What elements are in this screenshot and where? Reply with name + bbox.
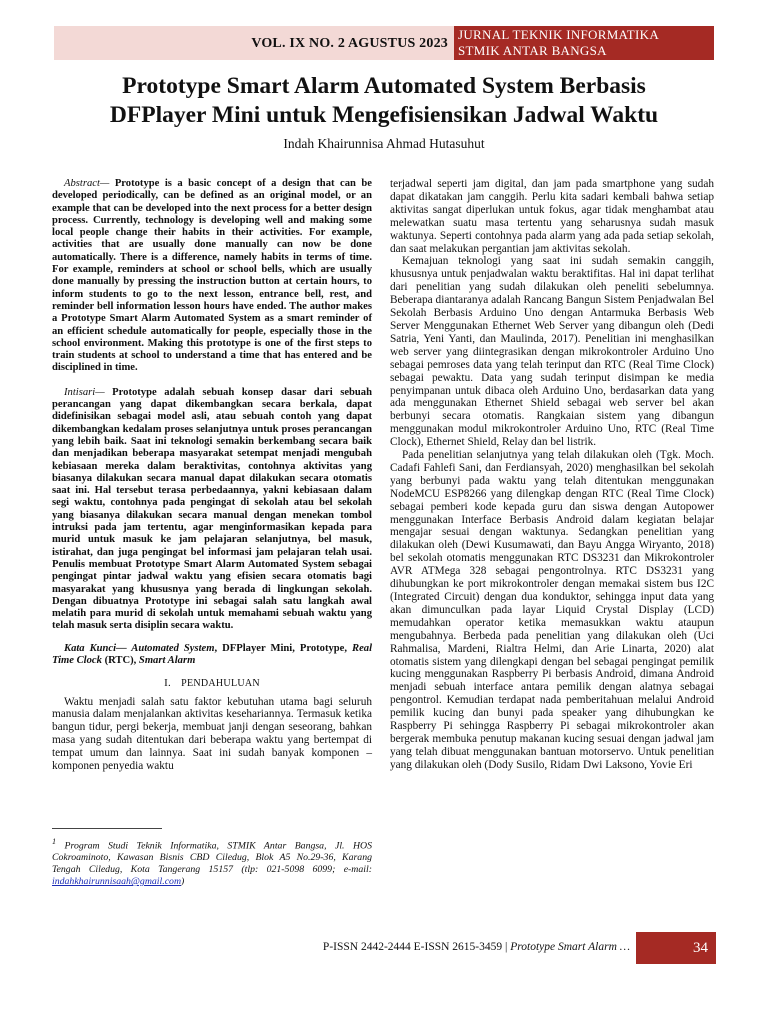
keyword-rtc-abbr: (RTC), (101, 654, 139, 666)
author-email-link[interactable]: indahkhairunnisaah@gmail.com (52, 876, 182, 888)
footnote-close: ) (181, 876, 185, 888)
intisari-paragraph (52, 387, 372, 633)
journal-name-line2: STMIK ANTAR BANGSA (458, 43, 607, 58)
keywords-lead: Kata Kunci— (64, 642, 127, 654)
footnote-text: Program Studi Teknik Informatika, STMIK Antar Bangsa, Jl. HOS Cokroaminoto, Kawasan Bisnis CBD Ciledug, Blok A5 No.29-36, Karang Tengah Ciledug, Kota Tangerang 15157 (tlp: 021-5098 6099; e-mail: (52, 840, 372, 876)
abstract-text: Prototype is a basic concept of a design that can be developed periodically, can be defined as an original model, or an example that can be developed into the next process for a better design process. Currently, technology is developing well and making some local people change their habits in their activities. For example, activities that are usually done manually can now be done automatically. There is a difference, namely habits in terms of time. For example, reminders at school or school bells, which are usually done manually by pressing the instruction button at certain hours, to inform students to go to the next lesson, entrance bell, rest, and reminder bell information lesson hours have ended. The author makes a Prototype Smart Alarm Automated System as a smart reminder of an efficient schedule automatically for people, especially those in the school environment. Making this prototype is one of the first steps to train students at school to understand a time that has entered and be disciplined in time. (52, 178, 372, 374)
title-line-2: DFPlayer Mini untuk Mengefisiensikan Jadwal Waktu (109, 102, 659, 128)
intisari-lead: Intisari— (64, 386, 105, 398)
page-number: 34 (636, 932, 716, 964)
footnote (52, 836, 372, 888)
running-title: Prototype Smart Alarm … (510, 941, 630, 953)
intisari (52, 387, 372, 633)
keywords (52, 643, 372, 668)
body-paragraph-1: terjadwal seperti jam digital, dan jam pada smartphone yang sudah dapat dikatakan jam canggih. Perlu kita sadari kembali bahwa setiap aktivitas sangat diperlukan untuk fokus, agar tidak menghambat atau melewatkan suatu masa tertentu yang seharusnya sudah masuk waktunya. Seperti contohnya pada alarm yang ada pada setiap sekolah, dan saat melakukan pergantian jam aktivitas sekolah. (390, 178, 714, 255)
abstract-lead: Abstract— (64, 178, 110, 189)
issn-text: P-ISSN 2442-2444 E-ISSN 2615-3459 | (322, 941, 511, 953)
body-paragraph-3: Pada penelitian selanjutnya yang telah dilakukan oleh (Tgk. Moch. Cadafi Fahlefi Sani, dan Ferdiansyah, 2020) menghasilkan bel sekolah yang berbunyi pada waktu yang telah ditentukan menggunakan NodeMCU ESP8266 yang dilengkap dengan RTC (Real Time Clock) sebagai pemberi kode kepada guru dan siswa dengan Autopower menggunakan Interface Berbasis Android dalam kegiatan belajar mengajar sesuai dengan waktunya. Sedangkan penelitian yang dilakukan oleh (Dewi Kusumawati, dan Bayu Angga Wiryanto, 2018) bel sekolah otomatis menggunakan RTC DS3231 dan Mikrokontroler AVR ATMega 328 sebagai pengontrolnya. RTC DS3231 yang dihubungkan ke port mikrokontroler dengan memakai sistem bus I2C (Integrated Circuit) dengan dua konduktor, sehingga input data yang akan dimunculkan pada layar Liquid Crystal Display (LCD) memudahkan operator ketika memasukkan waktu ataupun mengubahnya. Berbeda pada penelitian yang dilakukan oleh (Uci Rahmalisa, Mardeni, Rialtra Helmi, dan Arie Linarta, 2020) alat otomatis sistem yang dilengkapi dengan bel sebagai pengingat pemilik kucing menggunakan Raspberry Pi berbasis Android, dimana Android menjadi sebuah interface antara pemilik dengan alatnya sebagai pengontrol. Kemudian terdapat nada pemberitahuan melalui Android pemilik kucing dan bunyi pada speaker yang dihubungkan ke Raspberry Pi sehingga Raspberry Pi sebagai mikrokontroler akan bergerak membuka penutup makanan kucing sesuai dengan jadwal jam yang telah dibuat menggunakan bantuan motorservo. Untuk penelitian yang dilakukan oleh (Dody Susilo, Ridam Dwi Laksono, Yovie Eri (390, 449, 714, 771)
section-heading (52, 677, 372, 690)
left-column (52, 178, 372, 773)
footer-issn (230, 941, 630, 953)
author-name: Indah Khairunnisa Ahmad Hutasuhut (283, 136, 485, 151)
footnote-rule (52, 828, 162, 829)
paper-title (40, 72, 728, 130)
section-title: PENDAHULUAN (181, 678, 260, 690)
right-column (390, 178, 714, 772)
abstract-paragraph (52, 178, 372, 375)
intisari-text: Prototype adalah sebuah konsep dasar dari sebuah perancangan yang dapat dikembangkan secara berkala, dapat didefinisikan sebagai model asli, atau sebuah contoh yang dapat dikembangkan kedalam proses selanjutnya untuk proses perancangan yang lebih baik. Saat ini teknologi semakin berkembang secara baik dan menjadikan beberapa masyarakat setempat menjadi mengubah kebiasaan mereka dalam beraktivitas, contohnya aktivitas yang biasanya dilakukan secara manual dapat dilakukan secara otomatis saat ini. Hal tersebut terasa perbedaannya, yakni kebiasaan dalam segi waktu, contohnya pada pengingat di sekolah atau bel sekolah yang biasanya dilakukan secara manual dengan menekan tombol intruksi pada jam tertentu, agar menginformasikan kepada para murid untuk masuk ke jam pelajaran selanjutnya, bel masuk, istirahat, dan juga pengingat bel informasi jam pelajaran telah usai. Penulis membuat Prototype Smart Alarm Automated System sebagai pengingat pintar jadwal waktu yang efisien secara otomatis bagi masyarakat yang khususnya yang berada di lingkungan sekolah. Dengan dibuatnya Prototype ini sebagai salah satu langkah awal melatih para murid di sekolah untuk memahami sebuah waktu yang telah masuk serta disiplin secara waktu. (52, 386, 372, 632)
title-line-1: Prototype Smart Alarm Automated System Berbasis (122, 73, 646, 99)
keyword-rtc: Real Time Clock (52, 642, 373, 666)
intro-paragraph: Waktu menjadi salah satu faktor kebutuhan utama bagi seluruh manusia dalam menjalankan aktivitas kesehariannya. Termasuk ketika bangun tidur, pergi bekerja, membuat janji dengan seseorang, bahkan masa yang sudah ditentukan dari beberapa waktu yang bertempat di tempat umum dan lainnya. Saat ini sudah banyak komponen – komponen penyedia waktu (52, 695, 372, 773)
journal-name-line1: JURNAL TEKNIK INFORMATIKA (458, 27, 660, 42)
volume-label: VOL. IX NO. 2 AGUSTUS 2023 (251, 36, 448, 51)
body-paragraph-2: Kemajuan teknologi yang saat ini sudah semakin canggih, khususnya untuk penjadwalan waktu beraktifitas. Hal ini dapat terlihat dari penelitian yang sudah dilakukan oleh peneliti sebelumnya. Beberapa diantaranya adalah Rancang Bangun Sistem Penjadwalan Bel Sekolah Berbasis Arduino Uno dengan Antarmuka Berbasis Web Server Menggunakan Ethernet Web Server yang dibangun oleh (Dedi Satria, Yeni Yanti, dan Maulinda, 2017). Penelitian ini menghasilkan web server yang diintegrasikan dengan mikrokontroler Arduino Uno sebagai pemroses data yang telah terinput dan RTC (Real Time Clock) sebagai pewaktu. Data yang sudah terinput disimpan ke media penyimpanan untuk dibaca oleh Arduino Uno, berdasarkan data yang ada menggunakan Ethernet Shield sebagai web server bel akan berbunyi secara otomatis. Rangkaian sistem yang dibangun menggunakan modul mikrokontroler Arduino Uno, RTC (Real Time Clock), Ethernet Shield, Relay dan bel listrik. (390, 255, 714, 449)
footnote-mark: 1 (52, 837, 57, 846)
keyword-list-mid: , DFPlayer Mini, Prototype, (214, 642, 352, 654)
journal-name-box (454, 26, 714, 60)
abstract (52, 178, 372, 375)
keyword-automated-system: Automated System (126, 642, 215, 654)
section-number: I. (164, 677, 172, 690)
keyword-smart-alarm: Smart Alarm (138, 654, 196, 666)
